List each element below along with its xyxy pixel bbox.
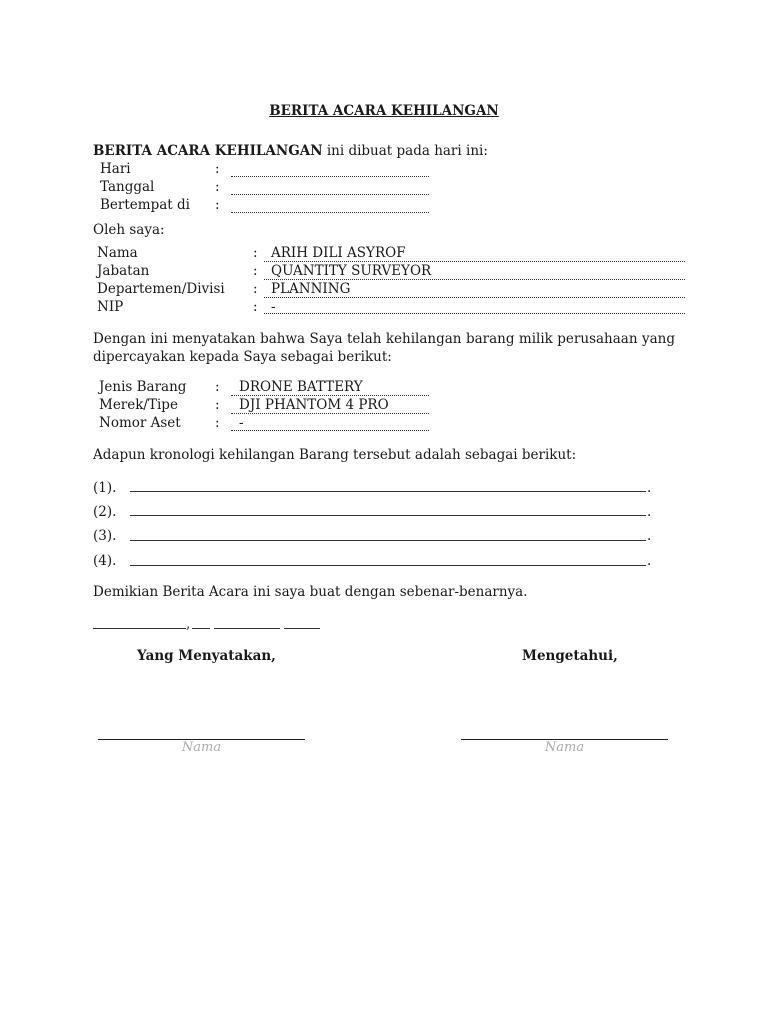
document-title: BERITA ACARA KEHILANGAN (269, 103, 499, 119)
person-field-departemen[interactable] (264, 297, 685, 298)
signature-right-title: Mengetahui, (522, 648, 618, 664)
event-field-tempat[interactable] (231, 212, 429, 213)
item-colon-merek: : (215, 397, 220, 413)
person-colon-nama: : (253, 245, 258, 261)
item-label-merek: Merek/Tipe (99, 397, 178, 413)
event-colon-tanggal: : (215, 179, 220, 195)
day-blank[interactable] (192, 628, 210, 629)
event-label-tempat: Bertempat di (100, 197, 190, 213)
chronology-end-1: . (647, 480, 652, 496)
closing-sentence: Demikian Berita Acara ini saya buat dengan sebenar-benarnya. (93, 584, 528, 600)
item-colon-aset: : (215, 415, 220, 431)
person-colon-departemen: : (253, 281, 258, 297)
item-value-merek: DJI PHANTOM 4 PRO (239, 397, 389, 413)
signature-left-name: Nama (181, 740, 222, 755)
person-label-nip: NIP (97, 299, 124, 315)
person-colon-nip: : (253, 299, 258, 315)
event-label-hari: Hari (100, 161, 131, 177)
person-value-jabatan: QUANTITY SURVEYOR (271, 263, 432, 279)
chronology-line-3[interactable] (130, 540, 646, 541)
chronology-end-3: . (647, 528, 652, 544)
chronology-num-3: (3). (93, 528, 117, 544)
chronology-num-4: (4). (93, 553, 117, 569)
item-label-jenis: Jenis Barang (99, 379, 187, 395)
person-value-departemen: PLANNING (271, 281, 351, 297)
person-label-nama: Nama (97, 245, 138, 261)
signature-left-title: Yang Menyatakan, (137, 648, 276, 664)
item-field-merek[interactable] (231, 413, 429, 414)
intro-rest: ini dibuat pada hari ini: (322, 143, 488, 159)
person-field-nip[interactable] (264, 313, 685, 314)
place-date-comma: , (186, 616, 191, 632)
intro-line (93, 142, 488, 160)
item-field-aset[interactable] (231, 430, 429, 431)
signature-right-name: Nama (544, 740, 585, 755)
event-colon-hari: : (215, 161, 220, 177)
chronology-num-2: (2). (93, 504, 117, 520)
by-label: Oleh saya: (93, 222, 165, 238)
chronology-line-2[interactable] (130, 515, 646, 516)
chronology-end-4: . (647, 553, 652, 569)
event-field-tanggal[interactable] (231, 194, 429, 195)
person-value-nip: - (271, 299, 276, 315)
chronology-line-4[interactable] (130, 565, 646, 566)
chronology-line-1[interactable] (130, 491, 646, 492)
chronology-intro: Adapun kronologi kehilangan Barang tersebut adalah sebagai berikut: (93, 447, 577, 463)
item-label-aset: Nomor Aset (99, 415, 181, 431)
event-field-hari[interactable] (231, 176, 429, 177)
item-value-jenis: DRONE BATTERY (239, 379, 363, 395)
person-value-nama: ARIH DILI ASYROF (271, 245, 406, 261)
person-label-departemen: Departemen/Divisi (97, 281, 225, 297)
place-blank[interactable] (93, 628, 186, 629)
item-value-aset: - (239, 415, 244, 431)
month-blank[interactable] (214, 628, 280, 629)
year-blank[interactable] (284, 628, 320, 629)
event-label-tanggal: Tanggal (100, 179, 155, 195)
chronology-num-1: (1). (93, 480, 117, 496)
intro-bold: BERITA ACARA KEHILANGAN (93, 143, 323, 159)
chronology-end-2: . (647, 504, 652, 520)
item-colon-jenis: : (215, 379, 220, 395)
event-colon-tempat: : (215, 197, 220, 213)
statement-paragraph: Dengan ini menyatakan bahwa Saya telah kehilangan barang milik perusahaan yang dipercayakan kepada Saya sebagai berikut: (93, 331, 675, 365)
person-colon-jabatan: : (253, 263, 258, 279)
person-label-jabatan: Jabatan (97, 263, 150, 279)
